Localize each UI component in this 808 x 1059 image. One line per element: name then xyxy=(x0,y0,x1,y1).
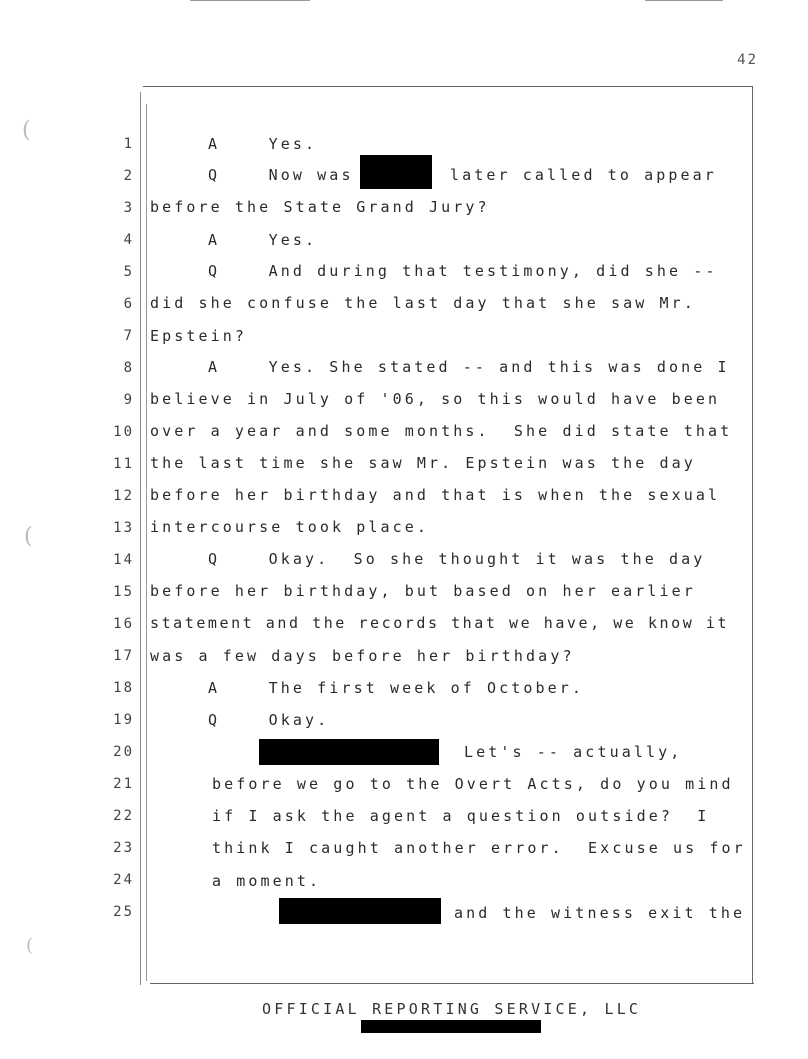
transcript-line: intercourse took place. xyxy=(150,518,430,536)
line-number: 9 xyxy=(123,392,134,408)
line-number: 6 xyxy=(123,296,134,312)
transcript-line: if I ask the agent a question outside? I xyxy=(212,807,710,825)
line-number: 1 xyxy=(123,136,134,152)
transcript-line: Let's -- actually, xyxy=(464,743,683,761)
transcript-line: before her birthday, but based on her earlier xyxy=(150,582,696,600)
line-number: 24 xyxy=(113,872,134,888)
line-number: 13 xyxy=(113,520,134,536)
transcript-line: over a year and some months. She did state that xyxy=(150,422,733,440)
hole-punch-mark: ( xyxy=(24,524,33,549)
hole-punch-mark: ( xyxy=(26,935,34,956)
frame-border-bottom xyxy=(150,983,754,984)
transcript-line: a moment. xyxy=(212,872,322,890)
redaction-box xyxy=(361,1020,541,1033)
transcript-line: before her birthday and that is when the sexual xyxy=(150,486,721,504)
line-number: 10 xyxy=(113,424,134,440)
line-number: 7 xyxy=(123,328,134,344)
line-number: 25 xyxy=(113,904,134,920)
frame-border-right xyxy=(752,86,753,984)
frame-border-top xyxy=(143,86,753,87)
transcript-line: was a few days before her birthday? xyxy=(150,647,575,665)
transcript-line: and the witness exit the xyxy=(454,904,746,922)
line-number: 19 xyxy=(113,712,134,728)
line-number: 3 xyxy=(123,200,134,216)
transcript-line: think I caught another error. Excuse us for xyxy=(212,839,746,857)
transcript-line: statement and the records that we have, we know it xyxy=(150,614,730,632)
line-number: 17 xyxy=(113,648,134,664)
footer-reporter-name: OFFICIAL REPORTING SERVICE, LLC xyxy=(262,1000,642,1018)
line-number: 15 xyxy=(113,584,134,600)
scan-mark xyxy=(645,0,723,1)
frame-border-left xyxy=(140,92,141,985)
transcript-line: before the State Grand Jury? xyxy=(150,198,490,216)
transcript-line: Q Okay. xyxy=(208,711,330,729)
transcript-line: did she confuse the last day that she saw Mr. xyxy=(150,294,696,312)
transcript-line: A Yes. xyxy=(208,231,318,249)
scan-mark xyxy=(190,0,310,1)
transcript-line: the last time she saw Mr. Epstein was the day xyxy=(150,454,696,472)
line-number: 4 xyxy=(123,232,134,248)
line-number: 2 xyxy=(123,168,134,184)
text-margin-rule xyxy=(146,104,147,981)
redaction-box xyxy=(279,898,441,924)
page-number: 42 xyxy=(737,52,758,68)
transcript-line: Q And during that testimony, did she -- xyxy=(208,262,718,280)
transcript-line: A Yes. xyxy=(208,135,318,153)
transcript-line: A Yes. She stated -- and this was done I xyxy=(208,358,730,376)
hole-punch-mark: ( xyxy=(22,118,31,143)
transcript-line: believe in July of '06, so this would have been xyxy=(150,390,721,408)
line-number: 8 xyxy=(123,360,134,376)
redaction-box xyxy=(360,155,432,189)
transcript-line: A The first week of October. xyxy=(208,679,585,697)
line-number: 11 xyxy=(113,456,134,472)
transcript-line: before we go to the Overt Acts, do you mind xyxy=(212,775,734,793)
line-number: 12 xyxy=(113,488,134,504)
transcript-line: later called to appear xyxy=(450,166,717,184)
transcript-line: Q Okay. So she thought it was the day xyxy=(208,550,706,568)
transcript-line: Epstein? xyxy=(150,327,248,345)
line-number: 21 xyxy=(113,776,134,792)
redaction-box xyxy=(259,739,439,765)
line-number: 18 xyxy=(113,680,134,696)
line-number: 16 xyxy=(113,616,134,632)
line-number: 23 xyxy=(113,840,134,856)
line-number: 20 xyxy=(113,744,134,760)
line-number: 14 xyxy=(113,552,134,568)
transcript-line: Q Now was xyxy=(208,166,354,184)
line-number: 5 xyxy=(123,264,134,280)
line-number: 22 xyxy=(113,808,134,824)
